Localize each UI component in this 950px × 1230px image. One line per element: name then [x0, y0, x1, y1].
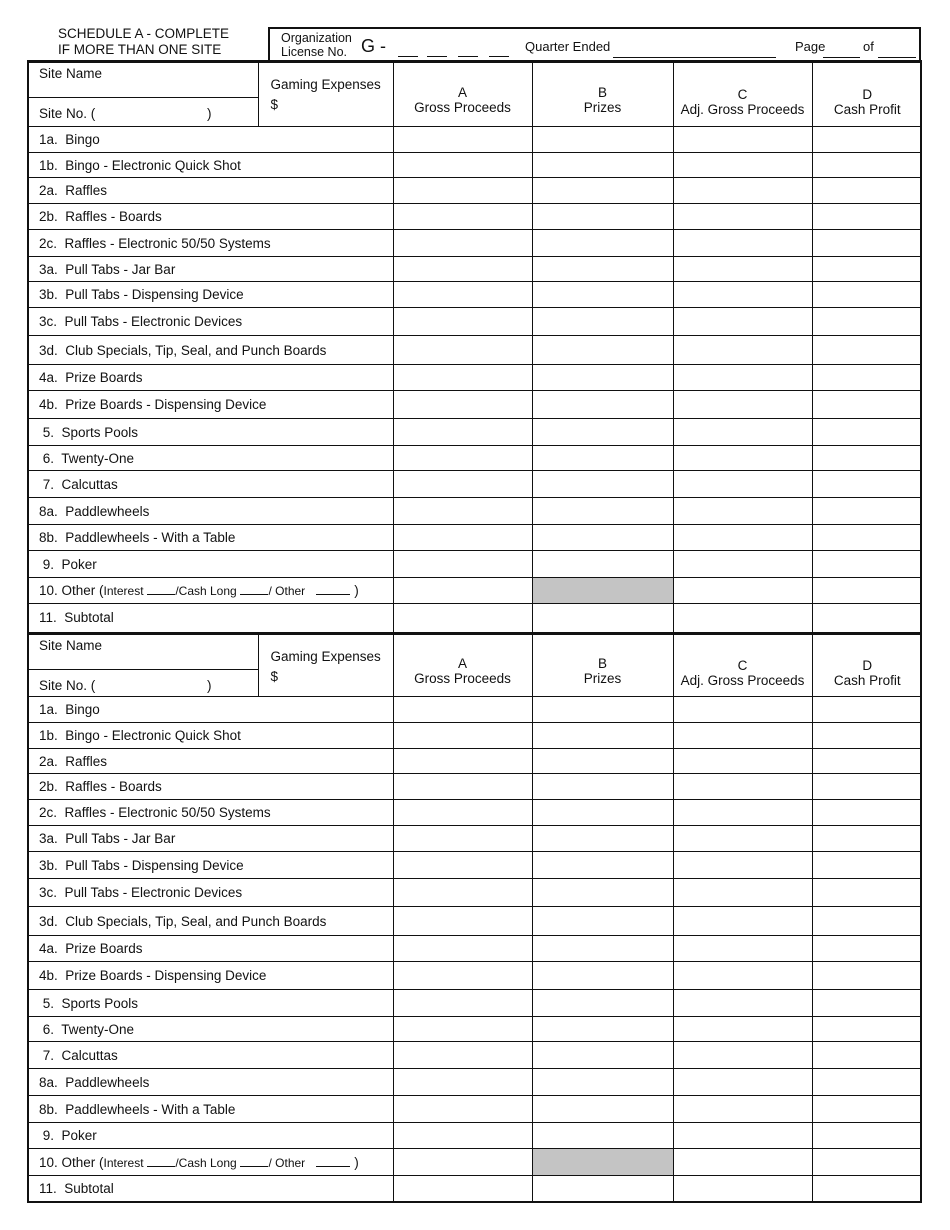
adj-gross-proceeds-cell[interactable]	[673, 153, 812, 178]
other-row	[29, 578, 922, 604]
row-label: 8a. Paddlewheels	[29, 1069, 393, 1096]
table-row	[29, 498, 922, 525]
gross-proceeds-cell[interactable]	[393, 178, 532, 204]
cash-profit-cell[interactable]	[812, 962, 922, 990]
cash-profit-cell[interactable]	[812, 471, 922, 498]
page-total-field[interactable]	[878, 57, 916, 58]
gaming-expenses-cell[interactable]	[258, 635, 393, 697]
adj-gross-proceeds-cell[interactable]	[673, 308, 812, 336]
quarter-ended-field[interactable]	[613, 57, 776, 58]
adj-gross-proceeds-cell[interactable]	[673, 1176, 812, 1201]
cash-profit-cell[interactable]	[812, 257, 922, 282]
site-section-1	[27, 60, 922, 634]
gross-proceeds-cell[interactable]	[393, 336, 532, 365]
cash-profit-cell[interactable]	[812, 1096, 922, 1123]
cash-profit-cell[interactable]	[812, 178, 922, 204]
table-row	[29, 419, 922, 446]
gross-proceeds-cell[interactable]	[393, 308, 532, 336]
gross-proceeds-cell[interactable]	[393, 365, 532, 391]
table-row	[29, 391, 922, 419]
site-cell[interactable]	[29, 635, 258, 697]
row-label: 3d. Club Specials, Tip, Seal, and Punch Boards	[29, 336, 393, 365]
prizes-cell[interactable]	[532, 749, 673, 774]
table-row	[29, 551, 922, 578]
prizes-cell[interactable]	[532, 365, 673, 391]
row-label: 1a. Bingo	[29, 697, 393, 723]
table-row	[29, 800, 922, 826]
org-label-line1: Organization	[281, 31, 352, 45]
page-label: Page	[795, 39, 826, 54]
adj-gross-proceeds-cell[interactable]	[673, 551, 812, 578]
prizes-cell[interactable]	[532, 962, 673, 990]
adj-gross-proceeds-cell[interactable]	[673, 178, 812, 204]
adj-gross-proceeds-cell[interactable]	[673, 446, 812, 471]
gross-proceeds-cell[interactable]	[393, 391, 532, 419]
table-row	[29, 230, 922, 257]
prizes-cell[interactable]	[532, 551, 673, 578]
prizes-cell[interactable]	[532, 282, 673, 308]
gross-proceeds-cell[interactable]	[393, 604, 532, 632]
site-no-label: Site No. ( )	[39, 678, 212, 693]
cash-profit-cell[interactable]	[812, 604, 922, 632]
adj-gross-proceeds-cell[interactable]	[673, 1123, 812, 1149]
gross-proceeds-cell[interactable]	[393, 1123, 532, 1149]
row-label: 3a. Pull Tabs - Jar Bar	[29, 826, 393, 852]
prizes-cell[interactable]	[532, 336, 673, 365]
prizes-cell[interactable]	[532, 471, 673, 498]
row-label: 2a. Raffles	[29, 178, 393, 204]
adj-gross-proceeds-cell[interactable]	[673, 723, 812, 749]
cash-profit-cell[interactable]	[812, 936, 922, 962]
adj-gross-proceeds-cell[interactable]	[673, 230, 812, 257]
column-b-header: B Prizes	[532, 63, 673, 127]
schedule-title-line1: SCHEDULE A - COMPLETE	[58, 26, 230, 41]
row-label: 7. Calcuttas	[29, 1042, 393, 1069]
row-label: 4a. Prize Boards	[29, 936, 393, 962]
prizes-cell[interactable]	[532, 990, 673, 1017]
prizes-cell[interactable]	[532, 800, 673, 826]
gross-proceeds-cell[interactable]	[393, 1017, 532, 1042]
adj-gross-proceeds-cell[interactable]	[673, 990, 812, 1017]
table-row	[29, 990, 922, 1017]
row-label: 2a. Raffles	[29, 749, 393, 774]
table-row	[29, 365, 922, 391]
adj-gross-proceeds-cell[interactable]	[673, 800, 812, 826]
row-label: 1b. Bingo - Electronic Quick Shot	[29, 153, 393, 178]
row-label: 3c. Pull Tabs - Electronic Devices	[29, 879, 393, 907]
row-label: 3d. Club Specials, Tip, Seal, and Punch Boards	[29, 907, 393, 936]
table-row	[29, 962, 922, 990]
cash-profit-cell[interactable]	[812, 990, 922, 1017]
row-label: 6. Twenty-One	[29, 1017, 393, 1042]
prizes-cell[interactable]	[532, 852, 673, 879]
adj-gross-proceeds-cell[interactable]	[673, 391, 812, 419]
adj-gross-proceeds-cell[interactable]	[673, 525, 812, 551]
adj-gross-proceeds-cell[interactable]	[673, 336, 812, 365]
row-label: 3a. Pull Tabs - Jar Bar	[29, 257, 393, 282]
column-a-header: A Gross Proceeds	[393, 635, 532, 697]
prizes-cell[interactable]	[532, 230, 673, 257]
gross-proceeds-cell[interactable]	[393, 1069, 532, 1096]
license-digit-field[interactable]	[458, 56, 478, 57]
gross-proceeds-cell[interactable]	[393, 697, 532, 723]
other-field[interactable]	[316, 1156, 350, 1167]
table-row	[29, 153, 922, 178]
cash-profit-cell[interactable]	[812, 907, 922, 936]
row-label: 3b. Pull Tabs - Dispensing Device	[29, 852, 393, 879]
gross-proceeds-cell[interactable]	[393, 471, 532, 498]
table-row	[29, 936, 922, 962]
prizes-cell[interactable]	[532, 1123, 673, 1149]
gross-proceeds-cell[interactable]	[393, 551, 532, 578]
adj-gross-proceeds-cell[interactable]	[673, 1042, 812, 1069]
table-row	[29, 336, 922, 365]
cash-profit-cell[interactable]	[812, 391, 922, 419]
prizes-cell[interactable]	[532, 1069, 673, 1096]
row-label: 6. Twenty-One	[29, 446, 393, 471]
gross-proceeds-cell[interactable]	[393, 723, 532, 749]
prizes-cell[interactable]	[532, 697, 673, 723]
adj-gross-proceeds-cell[interactable]	[673, 962, 812, 990]
other-row-label: 10. Other (Interest /Cash Long / Other )	[29, 1149, 393, 1176]
prizes-cell[interactable]	[532, 257, 673, 282]
adj-gross-proceeds-cell[interactable]	[673, 907, 812, 936]
org-label-line2: License No.	[281, 45, 348, 59]
gross-proceeds-cell[interactable]	[393, 907, 532, 936]
table-row	[29, 774, 922, 800]
interest-field[interactable]	[147, 1156, 175, 1167]
cash-profit-cell[interactable]	[812, 697, 922, 723]
gross-proceeds-cell[interactable]	[393, 749, 532, 774]
row-label: 8b. Paddlewheels - With a Table	[29, 525, 393, 551]
interest-field[interactable]	[147, 584, 175, 595]
schedule-table	[29, 62, 922, 632]
other-row	[29, 1149, 922, 1176]
gross-proceeds-cell[interactable]	[393, 879, 532, 907]
site-name-label: Site Name	[39, 66, 103, 81]
cash-profit-cell[interactable]	[812, 282, 922, 308]
gross-proceeds-cell[interactable]	[393, 990, 532, 1017]
cash-profit-cell[interactable]	[812, 774, 922, 800]
cash-profit-cell[interactable]	[812, 308, 922, 336]
cash-profit-cell[interactable]	[812, 498, 922, 525]
site-cell[interactable]	[29, 63, 258, 127]
gaming-expenses-label: Gaming Expenses	[270, 77, 381, 92]
adj-gross-proceeds-cell[interactable]	[673, 826, 812, 852]
row-label: 8b. Paddlewheels - With a Table	[29, 1096, 393, 1123]
license-prefix: G -	[361, 36, 386, 56]
dollar-sign: $	[270, 669, 279, 684]
schedule-title	[58, 26, 229, 58]
cash-profit-cell[interactable]	[812, 446, 922, 471]
table-row	[29, 127, 922, 153]
gross-proceeds-cell[interactable]	[393, 525, 532, 551]
gaming-expenses-label: Gaming Expenses	[270, 649, 381, 664]
gross-proceeds-cell[interactable]	[393, 282, 532, 308]
cash-long-field[interactable]	[240, 584, 268, 595]
adj-gross-proceeds-cell[interactable]	[673, 697, 812, 723]
row-label: 2b. Raffles - Boards	[29, 204, 393, 230]
row-label: 2c. Raffles - Electronic 50/50 Systems	[29, 230, 393, 257]
column-d-header: D Cash Profit	[812, 63, 922, 127]
row-label: 3b. Pull Tabs - Dispensing Device	[29, 282, 393, 308]
row-label: 7. Calcuttas	[29, 471, 393, 498]
gross-proceeds-cell[interactable]	[393, 419, 532, 446]
prizes-cell[interactable]	[532, 723, 673, 749]
gross-proceeds-cell[interactable]	[393, 153, 532, 178]
column-a-header: A Gross Proceeds	[393, 63, 532, 127]
prizes-cell[interactable]	[532, 604, 673, 632]
prizes-cell[interactable]	[532, 498, 673, 525]
table-row	[29, 749, 922, 774]
adj-gross-proceeds-cell[interactable]	[673, 257, 812, 282]
cash-profit-cell[interactable]	[812, 419, 922, 446]
cash-profit-cell[interactable]	[812, 127, 922, 153]
gross-proceeds-cell[interactable]	[393, 1042, 532, 1069]
row-label: 2b. Raffles - Boards	[29, 774, 393, 800]
row-label: 9. Poker	[29, 1123, 393, 1149]
gaming-expenses-cell[interactable]	[258, 63, 393, 127]
prizes-cell-shaded	[532, 578, 673, 604]
cash-profit-cell[interactable]	[812, 1176, 922, 1201]
row-label: 4a. Prize Boards	[29, 365, 393, 391]
column-d-header: D Cash Profit	[812, 635, 922, 697]
adj-gross-proceeds-cell[interactable]	[673, 578, 812, 604]
table-row	[29, 1096, 922, 1123]
row-label: 5. Sports Pools	[29, 990, 393, 1017]
gross-proceeds-cell[interactable]	[393, 962, 532, 990]
license-digit-field[interactable]	[398, 56, 418, 57]
table-row	[29, 446, 922, 471]
license-digit-field[interactable]	[427, 56, 447, 57]
table-row	[29, 1069, 922, 1096]
cash-profit-cell[interactable]	[812, 879, 922, 907]
gross-proceeds-cell[interactable]	[393, 826, 532, 852]
schedule-table	[29, 634, 922, 1201]
cash-profit-cell[interactable]	[812, 852, 922, 879]
table-row	[29, 852, 922, 879]
table-row	[29, 471, 922, 498]
cash-profit-cell[interactable]	[812, 153, 922, 178]
prizes-cell[interactable]	[532, 446, 673, 471]
cash-profit-cell[interactable]	[812, 1042, 922, 1069]
cash-long-field[interactable]	[240, 1156, 268, 1167]
row-label: 4b. Prize Boards - Dispensing Device	[29, 391, 393, 419]
adj-gross-proceeds-cell[interactable]	[673, 1069, 812, 1096]
site-section-2	[27, 632, 922, 1203]
column-c-header: C Adj. Gross Proceeds	[673, 63, 812, 127]
table-row	[29, 178, 922, 204]
adj-gross-proceeds-cell[interactable]	[673, 749, 812, 774]
other-row-label: 10. Other (Interest /Cash Long / Other )	[29, 578, 393, 604]
adj-gross-proceeds-cell[interactable]	[673, 282, 812, 308]
prizes-cell[interactable]	[532, 178, 673, 204]
row-label: 8a. Paddlewheels	[29, 498, 393, 525]
site-name-label: Site Name	[39, 638, 103, 653]
row-label: 3c. Pull Tabs - Electronic Devices	[29, 308, 393, 336]
prizes-cell[interactable]	[532, 419, 673, 446]
adj-gross-proceeds-cell[interactable]	[673, 879, 812, 907]
prizes-cell[interactable]	[532, 127, 673, 153]
table-row	[29, 826, 922, 852]
table-row	[29, 257, 922, 282]
gross-proceeds-cell[interactable]	[393, 936, 532, 962]
subtotal-label: 11. Subtotal	[29, 604, 393, 632]
cash-profit-cell[interactable]	[812, 365, 922, 391]
cash-profit-cell[interactable]	[812, 723, 922, 749]
dollar-sign: $	[270, 97, 279, 112]
cash-profit-cell[interactable]	[812, 204, 922, 230]
adj-gross-proceeds-cell[interactable]	[673, 774, 812, 800]
cash-profit-cell[interactable]	[812, 826, 922, 852]
cash-profit-cell[interactable]	[812, 1149, 922, 1176]
gross-proceeds-cell[interactable]	[393, 1176, 532, 1201]
cash-profit-cell[interactable]	[812, 230, 922, 257]
prizes-cell[interactable]	[532, 1017, 673, 1042]
prizes-cell[interactable]	[532, 1176, 673, 1201]
cash-profit-cell[interactable]	[812, 551, 922, 578]
cash-profit-cell[interactable]	[812, 525, 922, 551]
table-row	[29, 525, 922, 551]
table-row	[29, 907, 922, 936]
prizes-cell[interactable]	[532, 826, 673, 852]
site-no-label: Site No. ( )	[39, 106, 212, 121]
table-row	[29, 1017, 922, 1042]
prizes-cell[interactable]	[532, 774, 673, 800]
gross-proceeds-cell[interactable]	[393, 257, 532, 282]
cash-profit-cell[interactable]	[812, 749, 922, 774]
adj-gross-proceeds-cell[interactable]	[673, 852, 812, 879]
row-label: 4b. Prize Boards - Dispensing Device	[29, 962, 393, 990]
subtotal-row	[29, 604, 922, 632]
row-label: 1b. Bingo - Electronic Quick Shot	[29, 723, 393, 749]
adj-gross-proceeds-cell[interactable]	[673, 1096, 812, 1123]
gross-proceeds-cell[interactable]	[393, 1149, 532, 1176]
prizes-cell[interactable]	[532, 907, 673, 936]
column-b-header: B Prizes	[532, 635, 673, 697]
table-row	[29, 723, 922, 749]
row-label: 2c. Raffles - Electronic 50/50 Systems	[29, 800, 393, 826]
gross-proceeds-cell[interactable]	[393, 852, 532, 879]
adj-gross-proceeds-cell[interactable]	[673, 365, 812, 391]
page-number-field[interactable]	[823, 57, 860, 58]
adj-gross-proceeds-cell[interactable]	[673, 471, 812, 498]
prizes-cell[interactable]	[532, 936, 673, 962]
cash-profit-cell[interactable]	[812, 1069, 922, 1096]
gross-proceeds-cell[interactable]	[393, 578, 532, 604]
adj-gross-proceeds-cell[interactable]	[673, 204, 812, 230]
table-row	[29, 1042, 922, 1069]
table-row	[29, 204, 922, 230]
subtotal-label: 11. Subtotal	[29, 1176, 393, 1201]
adj-gross-proceeds-cell[interactable]	[673, 1017, 812, 1042]
gross-proceeds-cell[interactable]	[393, 446, 532, 471]
license-digit-field[interactable]	[489, 56, 509, 57]
gross-proceeds-cell[interactable]	[393, 204, 532, 230]
adj-gross-proceeds-cell[interactable]	[673, 1149, 812, 1176]
prizes-cell[interactable]	[532, 391, 673, 419]
gross-proceeds-cell[interactable]	[393, 127, 532, 153]
subtotal-row	[29, 1176, 922, 1201]
quarter-ended-label: Quarter Ended	[525, 39, 611, 54]
gross-proceeds-cell[interactable]	[393, 498, 532, 525]
prizes-cell[interactable]	[532, 153, 673, 178]
of-label: of	[863, 39, 874, 54]
cash-profit-cell[interactable]	[812, 578, 922, 604]
cash-profit-cell[interactable]	[812, 1017, 922, 1042]
row-label: 1a. Bingo	[29, 127, 393, 153]
cash-profit-cell[interactable]	[812, 800, 922, 826]
prizes-cell[interactable]	[532, 204, 673, 230]
table-row	[29, 879, 922, 907]
table-row	[29, 697, 922, 723]
prizes-cell-shaded	[532, 1149, 673, 1176]
prizes-cell[interactable]	[532, 1096, 673, 1123]
header-box	[268, 27, 921, 60]
adj-gross-proceeds-cell[interactable]	[673, 498, 812, 525]
adj-gross-proceeds-cell[interactable]	[673, 936, 812, 962]
row-label: 5. Sports Pools	[29, 419, 393, 446]
prizes-cell[interactable]	[532, 1042, 673, 1069]
table-row	[29, 1123, 922, 1149]
other-field[interactable]	[316, 584, 350, 595]
gross-proceeds-cell[interactable]	[393, 1096, 532, 1123]
cash-profit-cell[interactable]	[812, 1123, 922, 1149]
adj-gross-proceeds-cell[interactable]	[673, 604, 812, 632]
schedule-title-line2: IF MORE THAN ONE SITE	[58, 42, 222, 57]
column-c-header: C Adj. Gross Proceeds	[673, 635, 812, 697]
adj-gross-proceeds-cell[interactable]	[673, 127, 812, 153]
prizes-cell[interactable]	[532, 525, 673, 551]
gross-proceeds-cell[interactable]	[393, 800, 532, 826]
prizes-cell[interactable]	[532, 308, 673, 336]
adj-gross-proceeds-cell[interactable]	[673, 419, 812, 446]
cash-profit-cell[interactable]	[812, 336, 922, 365]
gross-proceeds-cell[interactable]	[393, 230, 532, 257]
org-license-label	[281, 31, 352, 59]
table-row	[29, 308, 922, 336]
prizes-cell[interactable]	[532, 879, 673, 907]
gross-proceeds-cell[interactable]	[393, 774, 532, 800]
row-label: 9. Poker	[29, 551, 393, 578]
table-row	[29, 282, 922, 308]
